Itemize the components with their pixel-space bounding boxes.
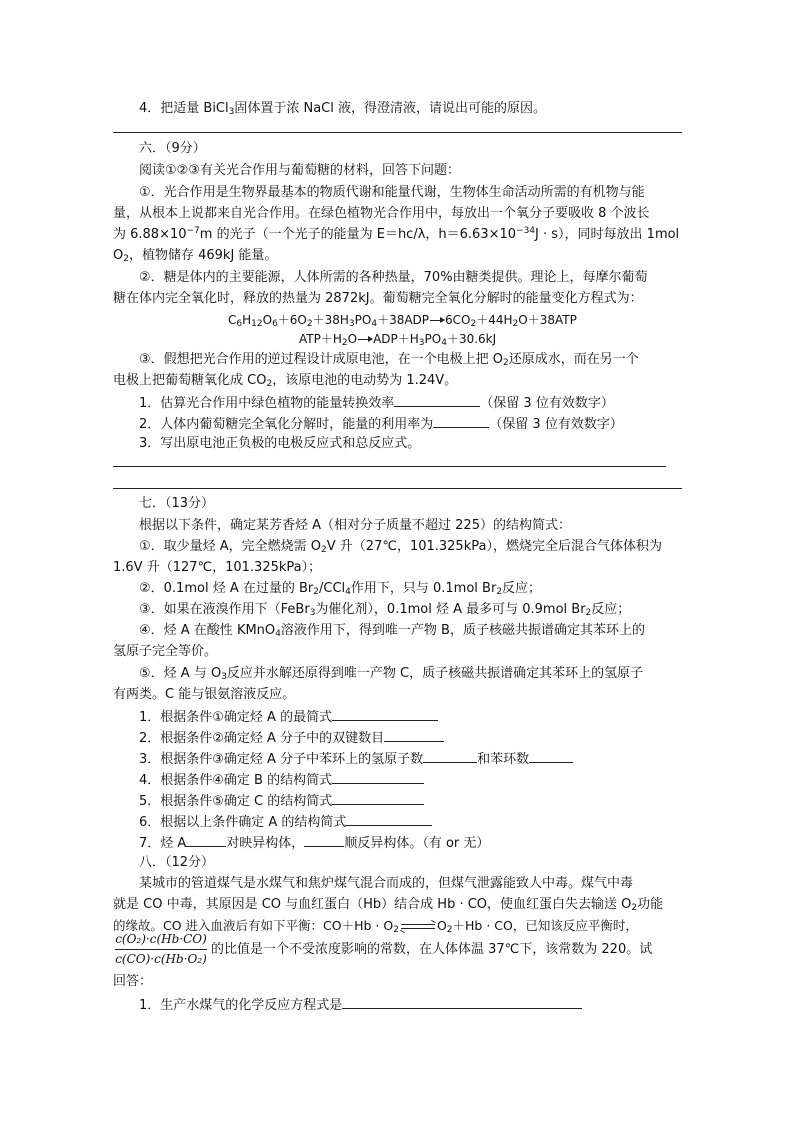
section-8-para-line-1: 某城市的管道煤气是水煤气和焦炉煤气混合而成的，但煤气泄露能致人中毒。煤气中毒 xyxy=(139,876,634,891)
reaction-arrow-icon xyxy=(358,339,372,340)
answer-blank[interactable] xyxy=(433,415,489,428)
section-8-para-line-3: 的缘故。CO 进入血液后有如下平衡：$CO+Hb \cdot O_2$ $O_2+Hb$ · CO，已知该反应平衡时， xyxy=(113,918,638,935)
s8-question-1: 1．生产水煤气的化学反应方程式是 xyxy=(139,996,582,1014)
fraction-numerator: c(O₂)·c(Hb·CO) xyxy=(115,932,207,946)
section-8-para-line-4: 的比值是一个不受浓度影响的常数，在人体体温 37℃下，该常数为 220。试 xyxy=(211,942,653,957)
reaction-arrow-icon xyxy=(430,320,444,321)
condition-4-line-1: ④．烃 A 在酸性 KMnO$_4$溶液作用下，得到唯一产物 B，质子核磁共振谱确定其苯环上的 xyxy=(139,623,645,639)
material-2-line-1: ②．糖是体内的主要能源，人体所需的各种热量，70%由糖类提供。理论上，每摩尔葡萄 xyxy=(139,270,648,285)
condition-1-line-1: ①．取少量烃 A，完全燃烧需 $O_2V$ 升（27℃，101.325kPa），燃烧完全后混合气体体积为 xyxy=(139,539,662,555)
s7-question-1: 1．根据条件①确定烃 A 的最简式 xyxy=(139,708,438,726)
glucose-oxidation-equation: $C_6H_{12}O_6+6O_2+38H_3PO_4+38ADP$ $6CO_2+44H_2O+38ATP$ xyxy=(228,313,577,329)
fraction-bar xyxy=(115,949,207,950)
s7-question-4: 4．根据条件④确定 B 的结构简式 xyxy=(139,771,424,789)
answer-blank[interactable] xyxy=(332,792,424,805)
q4-line: 4．把适量 BiCl$_3$固体置于浓 NaCl 液，得澄清液，请说出可能的原因。 xyxy=(139,101,547,117)
s7-question-5: 5．根据条件⑤确定 C 的结构简式 xyxy=(139,792,424,810)
condition-2: ②．0.1mol 烃 A 在过量的 $Br_2/CCl_4$作用下，只与 0.1mol $Br_2$反应； xyxy=(139,581,542,597)
answer-line xyxy=(113,488,682,489)
material-2-line-2: 糖在体内完全氧化时，释放的热量为 2872kJ。葡萄糖完全氧化分解时的能量变化方程式为： xyxy=(113,291,643,306)
condition-3: ③．如果在液溴作用下（FeBr$_3$为催化剂），0.1mol 烃 A 最多可与 0.9mol $Br_2$反应； xyxy=(139,602,631,618)
answer-line xyxy=(113,132,682,133)
condition-1-line-2: 1.6V 升（127℃，101.325kPa）； xyxy=(113,560,322,575)
answer-blank[interactable] xyxy=(394,394,480,407)
material-1-line-4: $O_2$，植物储存 469kJ 能量。 xyxy=(113,248,278,264)
fraction-denominator: c(CO)·c(Hb·O₂) xyxy=(115,952,207,966)
section-8-para-line-5: 回答： xyxy=(113,974,153,989)
equilibrium-arrow-icon xyxy=(399,922,437,932)
s7-question-3: 3．根据条件③确定烃 A 分子中苯环上的氢原子数 和苯环数 xyxy=(139,750,573,768)
s6-question-3: 3．写出原电池正负极的电极反应式和总反应式。 xyxy=(139,436,421,451)
condition-4-line-2: 氢原子完全等价。 xyxy=(113,644,218,659)
answer-blank[interactable] xyxy=(423,750,477,763)
atp-hydrolysis-equation: $ATP+H_2O$ $ADP+H_3PO_4+30.6kJ$ xyxy=(299,332,497,348)
condition-5-line-1: ⑤．烃 A 与 $O_3$反应并水解还原得到唯一产物 C，质子核磁共振谱确定其苯环上的氢原子 xyxy=(139,666,644,682)
section-6-heading: 六．（9分） xyxy=(139,141,206,156)
section-6-intro: 阅读①②③有关光合作用与葡萄糖的材料，回答下问题： xyxy=(139,163,460,178)
answer-blank[interactable] xyxy=(186,834,226,847)
answer-blank[interactable] xyxy=(346,813,432,826)
s6-question-1: 1．估算光合作用中绿色植物的能量转换效率 （保留 3 位有效数字） xyxy=(139,396,614,411)
section-7-intro: 根据以下条件，确定某芳香烃 A（相对分子质量不超过 225）的结构简式： xyxy=(139,518,571,533)
section-8-heading: 八．（12分） xyxy=(139,855,215,870)
answer-blank[interactable] xyxy=(529,750,573,763)
condition-5-line-2: 有两类。C 能与银氨溶液反应。 xyxy=(113,687,296,702)
s7-question-2: 2．根据条件②确定烃 A 分子中的双键数目 xyxy=(139,729,444,747)
answer-blank[interactable] xyxy=(304,834,344,847)
material-1-line-2: 量，从根本上说都来自光合作用。在绿色植物光合作用中，每放出一个氧分子要吸收 8 个波长 xyxy=(113,206,650,221)
answer-line xyxy=(113,466,666,467)
answer-blank[interactable] xyxy=(342,996,582,1009)
answer-blank[interactable] xyxy=(332,771,424,784)
material-3-line-1: ③．假想把光合作用的逆过程设计成原电池，在一个电极上把 $O_2$还原成水，而在另一个 xyxy=(139,352,639,368)
answer-blank[interactable] xyxy=(332,708,438,721)
s7-question-6: 6．根据以上条件确定 A 的结构简式 xyxy=(139,813,432,831)
s6-question-2: 2．人体内葡萄糖完全氧化分解时，能量的利用率为 （保留 3 位有效数字） xyxy=(139,417,623,432)
s7-question-7: 7．烃 A 对映异构体， 顺反异构体。（有 or 无） xyxy=(139,836,490,851)
section-7-heading: 七．（13分） xyxy=(139,496,215,511)
material-1-line-1: ①．光合作用是生物界最基本的物质代谢和能量代谢，生物体生命活动所需的有机物与能 xyxy=(139,185,645,200)
material-1-line-3: 为 $6.88\times 10^{-7}m$ 的光子（一个光子的能量为 E＝hc/λ，$h=6.63\times 10^{-34}J \cdot s$），同时每放出 1mol xyxy=(113,226,680,242)
material-3-line-2: 电极上把葡萄糖氧化成 $CO_2$，该原电池的电动势为 1.24V。 xyxy=(113,373,458,389)
section-8-para-line-2: 就是 CO 中毒，其原因是 CO 与血红蛋白（Hb）结合成 Hb · CO，使血红蛋白失去输送 $O_2$功能 xyxy=(113,897,664,913)
equilibrium-constant-fraction xyxy=(113,930,209,970)
answer-blank[interactable] xyxy=(384,729,444,742)
